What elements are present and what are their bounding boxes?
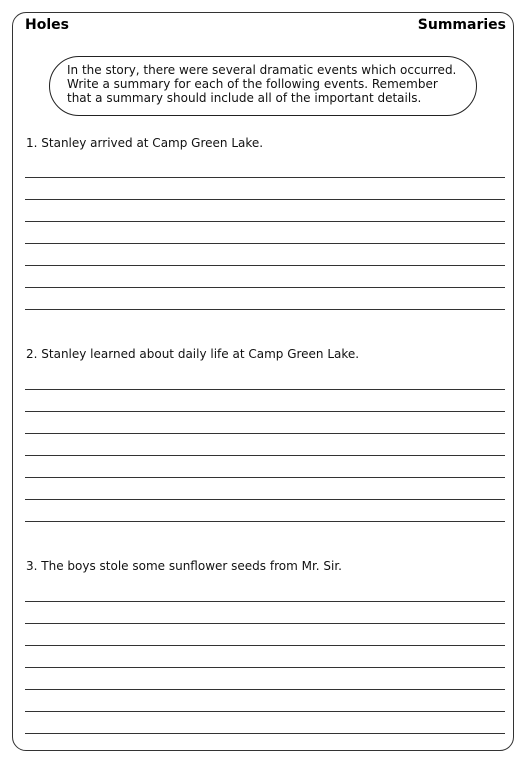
answer-line[interactable]	[25, 733, 505, 734]
answer-line[interactable]	[25, 243, 505, 244]
instructions-text: In the story, there were several dramatic events which occurred. Write a summary for each of the following events. Remember that a summary should include all of the important details.	[67, 63, 457, 105]
answer-line[interactable]	[25, 455, 505, 456]
answer-line[interactable]	[25, 309, 505, 310]
answer-line[interactable]	[25, 521, 505, 522]
answer-line[interactable]	[25, 411, 505, 412]
answer-line[interactable]	[25, 689, 505, 690]
answer-line[interactable]	[25, 199, 505, 200]
answer-line[interactable]	[25, 287, 505, 288]
answer-line[interactable]	[25, 477, 505, 478]
answer-line[interactable]	[25, 221, 505, 222]
page-border	[12, 12, 514, 751]
answer-line[interactable]	[25, 265, 505, 266]
answer-line[interactable]	[25, 499, 505, 500]
instructions-box	[49, 56, 477, 116]
answer-line[interactable]	[25, 177, 505, 178]
answer-line[interactable]	[25, 433, 505, 434]
answer-line[interactable]	[25, 601, 505, 602]
answer-line[interactable]	[25, 389, 505, 390]
answer-line[interactable]	[25, 645, 505, 646]
answer-line[interactable]	[25, 667, 505, 668]
question-3-prompt: 3. The boys stole some sunflower seeds from Mr. Sir.	[26, 559, 342, 573]
worksheet-title: Holes	[25, 17, 69, 33]
worksheet-section: Summaries	[417, 17, 506, 33]
question-1-prompt: 1. Stanley arrived at Camp Green Lake.	[26, 136, 264, 150]
answer-line[interactable]	[25, 623, 505, 624]
answer-line[interactable]	[25, 711, 505, 712]
question-2-prompt: 2. Stanley learned about daily life at Camp Green Lake.	[26, 347, 360, 361]
